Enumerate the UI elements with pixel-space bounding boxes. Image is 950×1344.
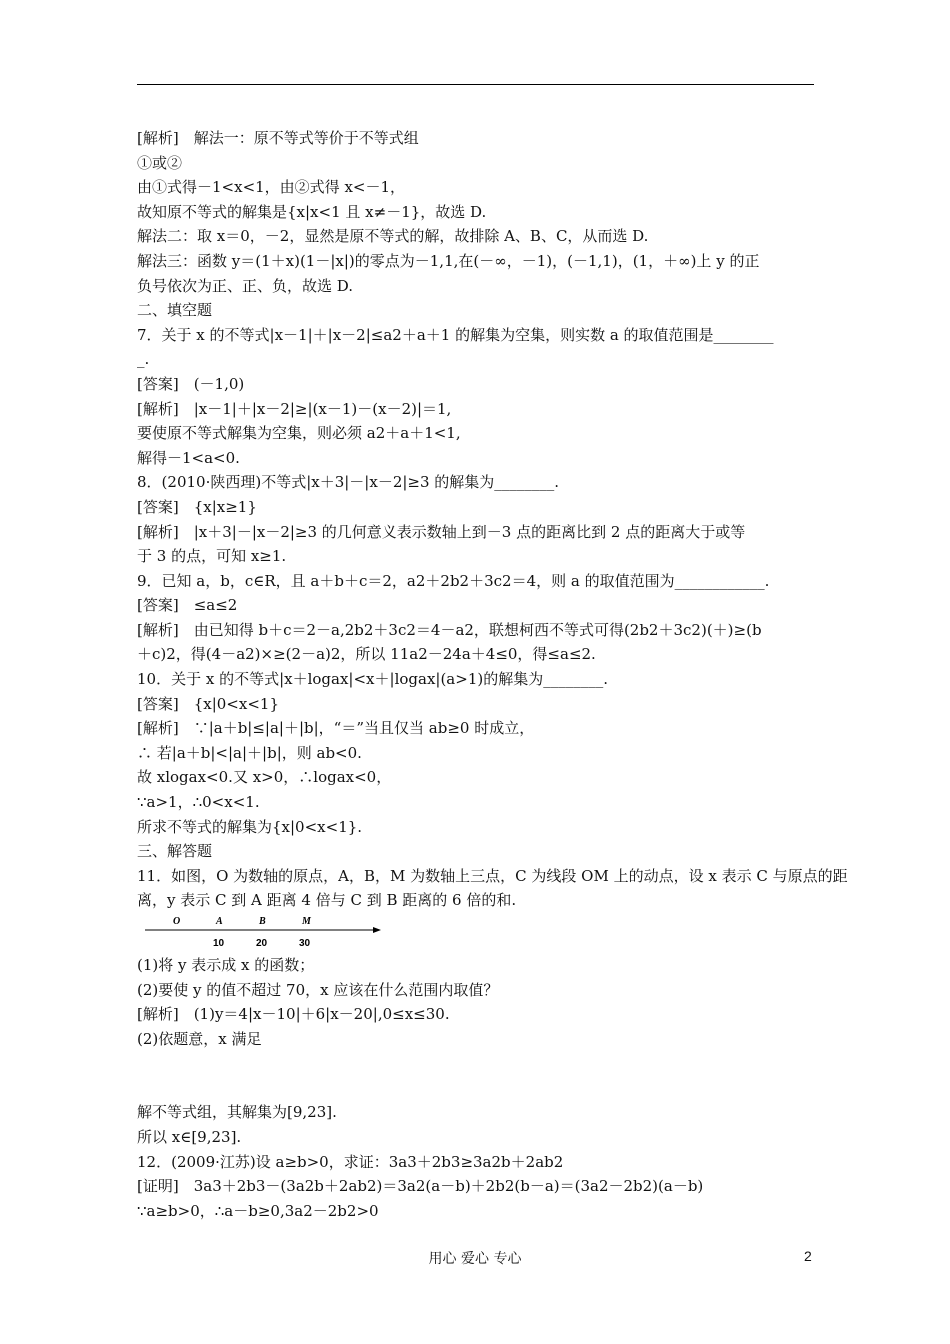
text-line: ∵a≥b>0，∴a－b≥0,3a2－2b2>0 [137,1201,379,1220]
text-line: ∴ 若|a＋b|<|a|＋|b|，则 ab<0. [137,743,362,762]
text-line: [解析] |x－1|＋|x－2|≥|(x－1)－(x－2)|＝1, [137,399,452,418]
header-rule [137,84,814,85]
text-line: 要使原不等式解集为空集，则必须 a2＋a＋1<1, [137,424,461,443]
text-line: 故 xlogax<0.又 x>0，∴logax<0， [137,768,392,787]
text-line: 解法二：取 x＝0，－2，显然是原不等式的解，故排除 A、B、C，从而选 D. [137,227,649,246]
text-line: 解得－1<a<0. [137,448,240,467]
text-line: 所求不等式的解集为{x|0<x<1}. [137,817,363,836]
text-line: [答案] ≤a≤2 [137,596,238,615]
text-line: [解析] |x＋3|－|x－2|≥3 的几何意义表示数轴上到－3 点的距离比到 2 点的距离大于或等 [137,522,746,541]
text-line: 故知原不等式的解集是{x|x<1 且 x≠－1}，故选 D. [137,202,487,221]
text-line: (1)将 y 表示成 x 的函数； [137,956,315,974]
text-line: 解不等式组，其解集为[9,23]. [137,1103,337,1122]
document-body [137,126,848,1223]
footer-slogan: 用心 爱心 专心 [428,1251,522,1267]
text-line: 10．关于 x 的不等式|x＋logax|<x＋|logax|(a>1)的解集为________. [137,670,608,689]
text-block-a [137,126,848,913]
text-line: [解析] ∵|a＋b|≤|a|＋|b|，“＝”当且仅当 ab≥0 时成立， [137,719,535,738]
text-line: [解析] 解法一：原不等式等价于不等式组 [137,129,419,147]
point-label-m: M [302,916,311,927]
text-line: 于 3 的点，可知 x≥1. [137,547,287,566]
text-line: [答案] (－1,0) [137,374,245,393]
number-line-figure [139,913,389,951]
number-line-svg [139,913,389,951]
text-line: 二、填空题 [137,301,213,320]
tick-value-10: 10 [213,938,225,949]
text-line: 7．关于 x 的不等式|x－1|＋|x－2|≤a2＋a＋1 的解集为空集，则实数 a 的取值范围是________ [137,325,774,344]
text-line: 三、解答题 [137,842,213,861]
text-line: (2)依题意，x 满足 [137,1029,262,1048]
point-label-o: O [173,916,181,927]
text-line: (2)要使 y 的值不超过 70，x 应该在什么范围内取值？ [137,980,499,999]
text-line: ＋c)2，得(4－a2)×≥(2－a)2，所以 11a2－24a＋4≤0，得≤a≤2. [137,645,596,664]
text-line: 12．(2009·江苏)设 a≥b>0，求证：3a3＋2b3≥3a2b＋2ab2 [137,1152,564,1171]
tick-value-30: 30 [299,938,311,949]
text-line: 所以 x∈[9,23]. [137,1127,242,1146]
axis-arrow [373,927,381,933]
text-block-c [137,1100,817,1223]
text-line: ①或② [137,153,183,172]
text-line: ∵a>1，∴0<x<1. [137,793,260,812]
text-block-b [137,953,817,1051]
text-line: [解析] (1)y＝4|x－10|＋6|x－20|,0≤x≤30. [137,1005,450,1024]
text-line: [答案] {x|0<x<1} [137,694,279,713]
text-line: [证明] 3a3＋2b3－(3a2b＋2ab2)＝3a2(a－b)＋2b2(b－a)＝(3a2－2b2)(a－b) [137,1177,704,1196]
text-line: 解法三：函数 y＝(1＋x)(1－|x|)的零点为－1,1,在(－∞，－1)，(－1,1)，(1，＋∞)上 y 的正 [137,251,760,270]
text-line: [解析] 由已知得 b＋c＝2－a,2b2＋3c2＝4－a2，联想柯西不等式可得(2b2＋3c2)(＋)≥(b [137,620,762,639]
page-number: 2 [804,1248,812,1264]
text-line: 负号依次为正、正、负，故选 D. [137,276,354,295]
text-line: 8．(2010·陕西理)不等式|x＋3|－|x－2|≥3 的解集为________. [137,473,560,492]
text-line: _. [137,350,150,369]
tick-value-20: 20 [256,938,268,949]
text-line: 离，y 表示 C 到 A 距离 4 倍与 C 到 B 距离的 6 倍的和. [137,891,517,910]
text-line: 11．如图，O 为数轴的原点，A，B，M 为数轴上三点，C 为线段 OM 上的动点，设 x 表示 C 与原点的距 [137,866,848,885]
omitted-system-space [137,1051,817,1100]
point-label-b: B [259,916,266,927]
text-line: 9．已知 a，b，c∈R，且 a＋b＋c＝2，a2＋2b2＋3c2＝4，则 a 的取值范围为____________. [137,571,770,590]
text-line: 由①式得－1<x<1，由②式得 x<－1， [137,178,406,197]
text-line: [答案] {x|x≥1} [137,497,257,516]
point-label-a: A [216,916,223,927]
